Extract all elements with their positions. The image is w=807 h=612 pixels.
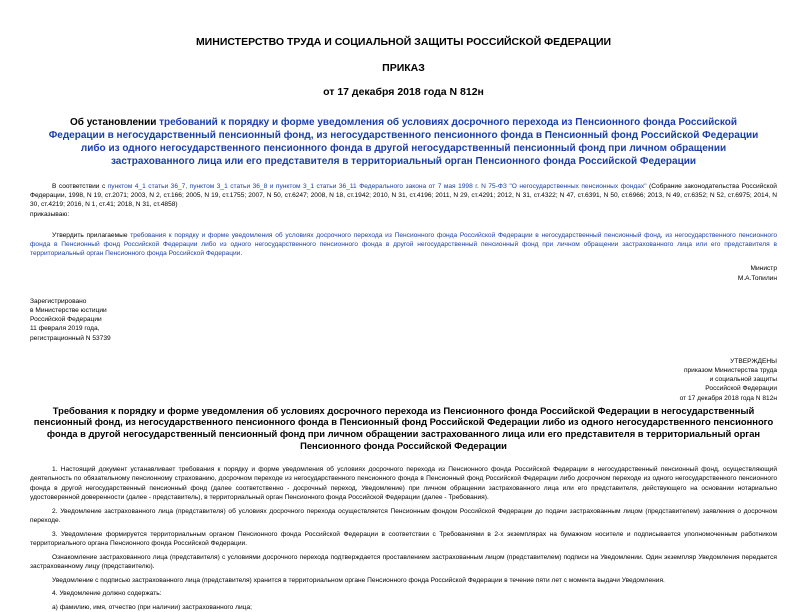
registration-line: Зарегистрировано bbox=[30, 297, 87, 305]
body-paragraph: Ознакомление застрахованного лица (представителя) с условиями досрочного перехода подтверждается проставлением застрахованным лицом (представителем) подписи на Уведомлении. Один экземпляр Уведомления передается застрахованному лицу (представителю). bbox=[30, 553, 777, 570]
order-heading: ПРИКАЗ bbox=[382, 62, 425, 74]
preamble-suffix: (Собрание законодательства Российской Федерации, 1998, N 19, ст.2071; 2003, N 2, ст.166; 2005, N 19, ст.1755; 2007, N 50, ст.6247; 2008, N 18, ст.1942; 2010, N 31, ст.4196; 2011, N 29, ст.4291; 2012, N 31, ст.4322; N 47, ст.6391, N 50, ст.6966; 2013, N 49, ст.6352; N 52, ст.6975; 2014, N 30, ст.4219; 2016, N 1, ст.41; 2018, N 31, ст.4858) bbox=[30, 183, 777, 209]
body-paragraph: 3. Уведомление формируется территориальным органом Пенсионного фонда Российской Федерации в соответствии с Требованиями в 2-х экземплярах на бумажном носителе и подписывается уполномоченным работником территориального органа Пенсионного фонда Российской Федерации. bbox=[30, 530, 777, 547]
registration-block bbox=[30, 297, 777, 343]
signature-position: Министр bbox=[750, 265, 777, 273]
requirements-body bbox=[30, 465, 777, 612]
requirements-link[interactable]: требования к порядку и форме уведомления об условиях досрочного перехода из Пенсионного фонда Российской Федерации в негосударственный пенсионный фонд, из негосударственного пенсионного фонда в Пенсионный фонд Российской Федерации либо из одного негосударственного пенсионного фонда в другой негосударственный пенсионный фонд при личном обращении застрахованного лица или его представителя в территориальный орган Пенсионного фонда Российской Федерации bbox=[30, 231, 777, 258]
approved-title: УТВЕРЖДЕНЫ bbox=[730, 357, 777, 365]
preamble-orders: приказываю: bbox=[30, 210, 70, 218]
order-subject bbox=[30, 116, 777, 168]
approve-suffix: . bbox=[240, 250, 243, 258]
body-paragraph: а) фамилию, имя, отчество (при наличии) застрахованного лица; bbox=[52, 604, 252, 612]
registration-line: регистрационный N 53739 bbox=[30, 334, 111, 342]
preamble-prefix: В соответствии с bbox=[52, 183, 108, 190]
registration-line: Российской Федерации bbox=[30, 316, 102, 324]
registration-line: в Министерстве юстиции bbox=[30, 307, 107, 315]
body-paragraph: 4. Уведомление должно содержать: bbox=[52, 590, 162, 598]
approve-prefix: Утвердить прилагаемые bbox=[52, 231, 131, 239]
ministry-heading: МИНИСТЕРСТВО ТРУДА И СОЦИАЛЬНОЙ ЗАЩИТЫ РОССИЙСКОЙ ФЕДЕРАЦИИ bbox=[195, 36, 612, 48]
body-paragraph: 1. Настоящий документ устанавливает требования к порядку и форме уведомления об условиях досрочного перехода из Пенсионного фонда Российской Федерации в негосударственный пенсионный фонд, осуществляющий деятельность по обязательному пенсионному страхованию, досрочном переходе из негосударственного пенсионного фонда в Пенсионный фонд Российской Федерации либо досрочном переходе из одного негосударственного пенсионного фонда в другой негосударственный пенсионный фонд (далее соответственно - досрочный переход, Уведомление) при личном обращении застрахованного лица или его представителя, действующего на основании нотариально удостоверенной доверенности (далее - представитель), в территориальный орган Пенсионного фонда Российской Федерации (далее - Требования). bbox=[30, 466, 777, 501]
signature-name: М.А.Топилин bbox=[737, 274, 777, 282]
approved-line: и социальной защиты bbox=[709, 376, 777, 384]
approved-line: Российской Федерации bbox=[705, 385, 777, 393]
order-date: от 17 декабря 2018 года N 812н bbox=[323, 86, 484, 98]
approved-block bbox=[30, 357, 777, 403]
approve-paragraph bbox=[30, 231, 777, 259]
body-paragraph: Уведомление с подписью застрахованного лица (представителя) хранится в территориальном органе Пенсионного фонда Российской Федерации в течение пяти лет с момента выдачи Уведомления. bbox=[52, 576, 665, 584]
signature-block bbox=[30, 264, 777, 282]
approved-line: приказом Министерства труда bbox=[683, 367, 777, 375]
subject-prefix: Об установлении bbox=[70, 117, 160, 128]
approved-line: от 17 декабря 2018 года N 812н bbox=[679, 394, 777, 402]
body-paragraph: 2. Уведомление застрахованного лица (представителя) об условиях досрочного перехода осуществляется Пенсионным фондом Российской Федерации до подачи застрахованным лицом (представителем) заявления о досрочном переходе. bbox=[30, 507, 777, 524]
registration-line: 11 февраля 2019 года, bbox=[30, 325, 100, 333]
preamble-paragraph bbox=[30, 182, 777, 210]
subject-link[interactable]: требований к порядку и форме уведомления об условиях досрочного перехода из Пенсионного фонда Российской Федерации в негосударственный пенсионный фонд, из негосударственного пенсионного фонда в Пенсионный фонд Российской Федерации либо из одного негосударственного пенсионного фонда в другой негосударственный пенсионный фонд при личном обращении застрахованного лица или его представителя в территориальный орган Пенсионного фонда Российской Федерации bbox=[48, 117, 759, 167]
law-link[interactable]: пунктом 4_1 статьи 36_7, пунктом 3_1 статьи 36_8 и пунктом 3_1 статьи 36_11 Федерального закона от 7 мая 1998 г. N 75-ФЗ "О негосударственных пенсионных фондах" bbox=[107, 183, 647, 190]
requirements-title: Требования к порядку и форме уведомления об условиях досрочного перехода из Пенсионного фонда Российской Федерации в негосударственный пенсионный фонд, из негосударственного пенсионного фонда в Пенсионный фонд Российской Федерации либо из одного негосударственного пенсионного фонда в другой негосударственный пенсионный фонд при личном обращении застрахованного лица или его представителя в территориальный орган Пенсионного фонда Российской Федерации bbox=[33, 404, 774, 451]
